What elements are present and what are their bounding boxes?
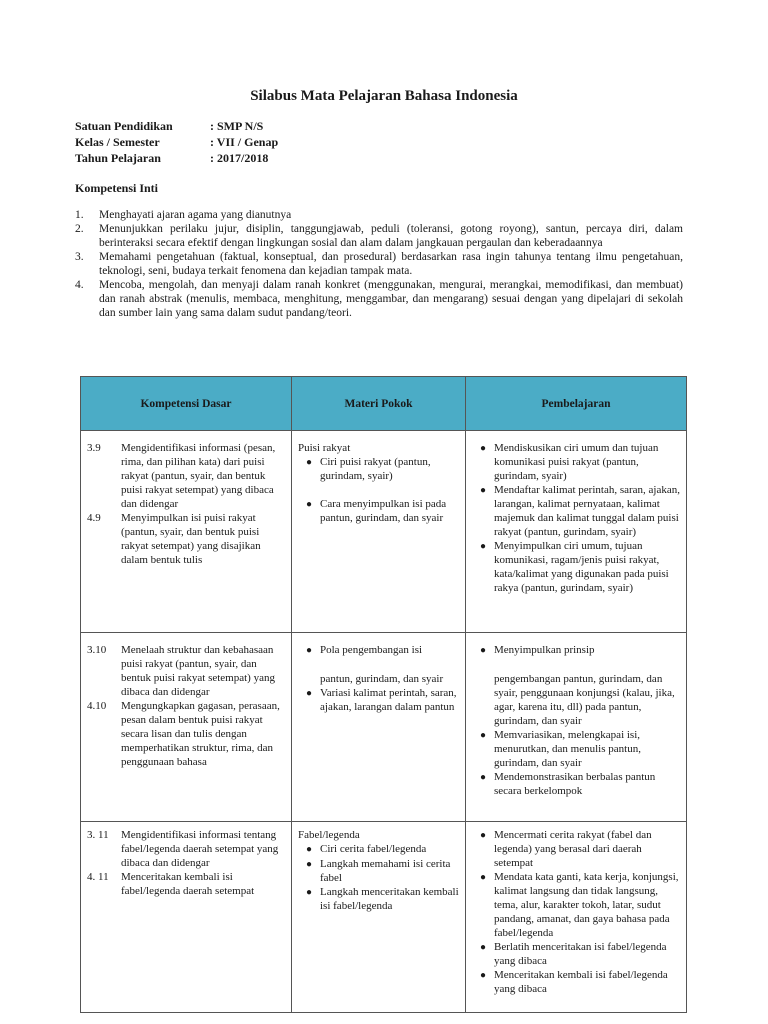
meta-value: : VII / Genap <box>210 135 279 149</box>
pembelajaran-item: Menyimpulkan prinsip <box>494 644 595 656</box>
kd-number: 4.10 <box>87 700 107 712</box>
bullet-icon: ● <box>479 942 487 953</box>
bullet-icon: ● <box>479 541 487 552</box>
ki-item <box>75 278 683 320</box>
pembelajaran-item: Mendemonstrasikan berbalas pantun secara berkelompok <box>494 771 656 797</box>
materi-item: Variasi kalimat perintah, saran, ajakan, larangan dalam pantun <box>320 687 457 713</box>
meta-key: Kelas / Semester <box>75 135 160 149</box>
list-item <box>298 455 459 483</box>
header-pembelajaran: Pembelajaran <box>466 377 687 431</box>
list-item <box>472 870 680 940</box>
pembelajaran-item: Mencermati cerita rakyat (fabel dan legenda) yang berasal dari daerah setempat <box>494 829 652 869</box>
materi-item-continuation: pantun, gurindam, dan syair <box>320 673 444 685</box>
kd-number: 3. 11 <box>87 829 109 841</box>
meta-value: : SMP N/S <box>210 119 264 133</box>
pembelajaran-item: Menyimpulkan ciri umum, tujuan komunikasi, ragam/jenis puisi rakyat, kata/kalimat yang digunakan pada puisi rakya (pantun, gurindam, syair) <box>494 540 669 594</box>
header-kompetensi-dasar: Kompetensi Dasar <box>81 377 292 431</box>
kd-cell <box>81 633 292 822</box>
bullet-icon: ● <box>305 457 313 468</box>
list-item <box>472 728 680 770</box>
materi-item: Ciri cerita fabel/legenda <box>320 843 427 855</box>
kd-entry <box>87 441 285 511</box>
pembelajaran-item: Mendaftar kalimat perintah, saran, ajakan, larangan, kalimat pernyataan, kalimat majemuk dan kalimat tunggal dalam puisi rakyat (pantun, gurindam, syair) <box>494 484 681 538</box>
list-item <box>472 968 680 996</box>
ki-number: 1. <box>75 209 84 221</box>
kd-text: Menyimpulkan isi puisi rakyat (pantun, syair, dan bentuk puisi rakyat setempat) yang disajikan dalam bentuk tulis <box>121 512 261 566</box>
pembelajaran-cell <box>466 431 687 633</box>
bullet-icon: ● <box>479 730 487 741</box>
syllabus-table <box>80 376 687 1013</box>
ki-number: 2. <box>75 223 84 235</box>
kd-number: 3.10 <box>87 644 107 656</box>
kd-text: Mengungkapkan gagasan, perasaan, pesan dalam bentuk puisi rakyat secara lisan dan tulis dengan memperhatikan struktur, rima, dan penggunaan bahasa <box>121 700 280 768</box>
bullet-icon: ● <box>479 772 487 783</box>
kd-entry <box>87 643 285 699</box>
meta-row <box>75 118 278 134</box>
table-row <box>81 633 687 822</box>
document-title: Silabus Mata Pelajaran Bahasa Indonesia <box>250 88 518 104</box>
bullet-icon: ● <box>305 859 313 870</box>
meta-value: : 2017/2018 <box>210 151 269 165</box>
list-item <box>298 857 459 885</box>
pembelajaran-cell <box>466 633 687 822</box>
kompetensi-inti-list <box>75 208 683 320</box>
list-item <box>298 643 459 658</box>
header-materi-pokok: Materi Pokok <box>292 377 466 431</box>
bullet-icon: ● <box>305 645 313 656</box>
meta-key: Satuan Pendidikan <box>75 119 173 133</box>
bullet-icon: ● <box>479 872 487 883</box>
pembelajaran-item: Memvariasikan, melengkapai isi, menurutkan, dan menulis pantun, gurindam, dan syair <box>494 729 641 769</box>
bullet-icon: ● <box>479 485 487 496</box>
pembelajaran-item: Menceritakan kembali isi fabel/legenda yang dibaca <box>494 969 668 995</box>
materi-title: Puisi rakyat <box>298 442 351 454</box>
materi-cell <box>292 633 466 822</box>
bullet-icon: ● <box>479 830 487 841</box>
ki-item <box>75 222 683 250</box>
table-row <box>81 431 687 633</box>
kd-text: Mengidentifikasi informasi (pesan, rima, dan pilihan kata) dari puisi rakyat (pantun, syair, dan bentuk puisi rakyat setempat) yang dibaca dan didengar <box>121 442 276 510</box>
pembelajaran-item: Mendata kata ganti, kata kerja, konjungsi, kalimat langsung dan tidak langsung, tema, alur, karakter tokoh, latar, sudut pandang, amanat, dan gaya bahasa pada fabel/legenda <box>494 871 679 939</box>
kd-entry <box>87 699 285 769</box>
meta-row <box>75 150 278 166</box>
list-item <box>472 770 680 798</box>
list-item <box>298 885 459 913</box>
kd-entry <box>87 828 285 870</box>
materi-title: Fabel/legenda <box>298 829 360 841</box>
list-item <box>472 643 680 658</box>
bullet-icon: ● <box>305 499 313 510</box>
ki-item <box>75 250 683 278</box>
kd-cell <box>81 431 292 633</box>
list-item <box>472 828 680 870</box>
meta-key: Tahun Pelajaran <box>75 151 161 165</box>
list-item <box>472 539 680 595</box>
bullet-icon: ● <box>479 970 487 981</box>
pembelajaran-cell <box>466 822 687 1013</box>
materi-item: Cara menyimpulkan isi pada pantun, gurindam, dan syair <box>320 498 447 524</box>
ki-text: Mencoba, mengolah, dan menyaji dalam ranah konkret (menggunakan, mengurai, merangkai, memodifikasi, dan membuat) dan ranah abstrak (menulis, membaca, menghitung, menggambar, dan mengarang) sesuai dengan yang dipelajari di sekolah dan sumber lain yang sama dalam sudut pandang/teori. <box>99 279 683 319</box>
list-item <box>298 497 459 525</box>
list-item <box>472 940 680 968</box>
materi-item: Ciri puisi rakyat (pantun, gurindam, syair) <box>320 456 431 482</box>
meta-row <box>75 134 278 150</box>
kd-text: Menelaah struktur dan kebahasaan puisi rakyat (pantun, syair, dan bentuk puisi rakyat setempat) yang dibaca dan didengar <box>121 644 275 698</box>
kompetensi-inti-heading: Kompetensi Inti <box>75 181 159 195</box>
bullet-icon: ● <box>479 645 487 656</box>
kd-text: Mengidentifikasi informasi tentang fabel/legenda daerah setempat yang dibaca dan didengar <box>121 829 279 869</box>
pembelajaran-item: Berlatih menceritakan isi fabel/legenda yang dibaca <box>494 941 667 967</box>
bullet-icon: ● <box>479 443 487 454</box>
list-item <box>298 686 459 714</box>
kd-entry <box>87 870 285 898</box>
bullet-icon: ● <box>305 688 313 699</box>
list-item <box>472 441 680 483</box>
bullet-icon: ● <box>305 844 313 855</box>
ki-text: Memahami pengetahuan (faktual, konseptual, dan prosedural) berdasarkan rasa ingin tahunya tentang ilmu pengetahuan, teknologi, seni, budaya terkait fenomena dan kejadian tampak mata. <box>99 251 683 277</box>
list-item <box>298 842 459 857</box>
list-item <box>472 483 680 539</box>
pembelajaran-item-continuation: pengembangan pantun, gurindam, dan syair, penggunaan konjungsi (kalau, jika, agar, karena itu, dll) pada pantun, gurindam, dan syair <box>494 673 675 727</box>
materi-item: Langkah memahami isi cerita fabel <box>320 858 451 884</box>
kd-number: 4.9 <box>87 512 101 524</box>
kd-number: 3.9 <box>87 442 101 454</box>
kd-entry <box>87 511 285 567</box>
materi-item: Pola pengembangan isi <box>320 644 423 656</box>
materi-cell <box>292 822 466 1013</box>
ki-item <box>75 208 683 222</box>
ki-text: Menghayati ajaran agama yang dianutnya <box>99 209 292 221</box>
table-header-row <box>81 377 687 431</box>
pembelajaran-item: Mendiskusikan ciri umum dan tujuan komunikasi puisi rakyat (pantun, gurindam, syair) <box>494 442 659 482</box>
kd-cell <box>81 822 292 1013</box>
kd-number: 4. 11 <box>87 871 109 883</box>
materi-cell <box>292 431 466 633</box>
kd-text: Menceritakan kembali isi fabel/legenda daerah setempat <box>121 871 255 897</box>
bullet-icon: ● <box>305 887 313 898</box>
meta-block <box>75 118 278 166</box>
ki-number: 3. <box>75 251 84 263</box>
materi-item: Langkah menceritakan kembali isi fabel/legenda <box>320 886 459 912</box>
ki-number: 4. <box>75 279 84 291</box>
table-row <box>81 822 687 1013</box>
ki-text: Menunjukkan perilaku jujur, disiplin, tanggungjawab, peduli (toleransi, gotong royong), santun, percaya diri, dalam berinteraksi secara efektif dengan lingkungan sosial dan alam dalam jangkauan pergaulan dan keberadaannya <box>99 223 683 249</box>
